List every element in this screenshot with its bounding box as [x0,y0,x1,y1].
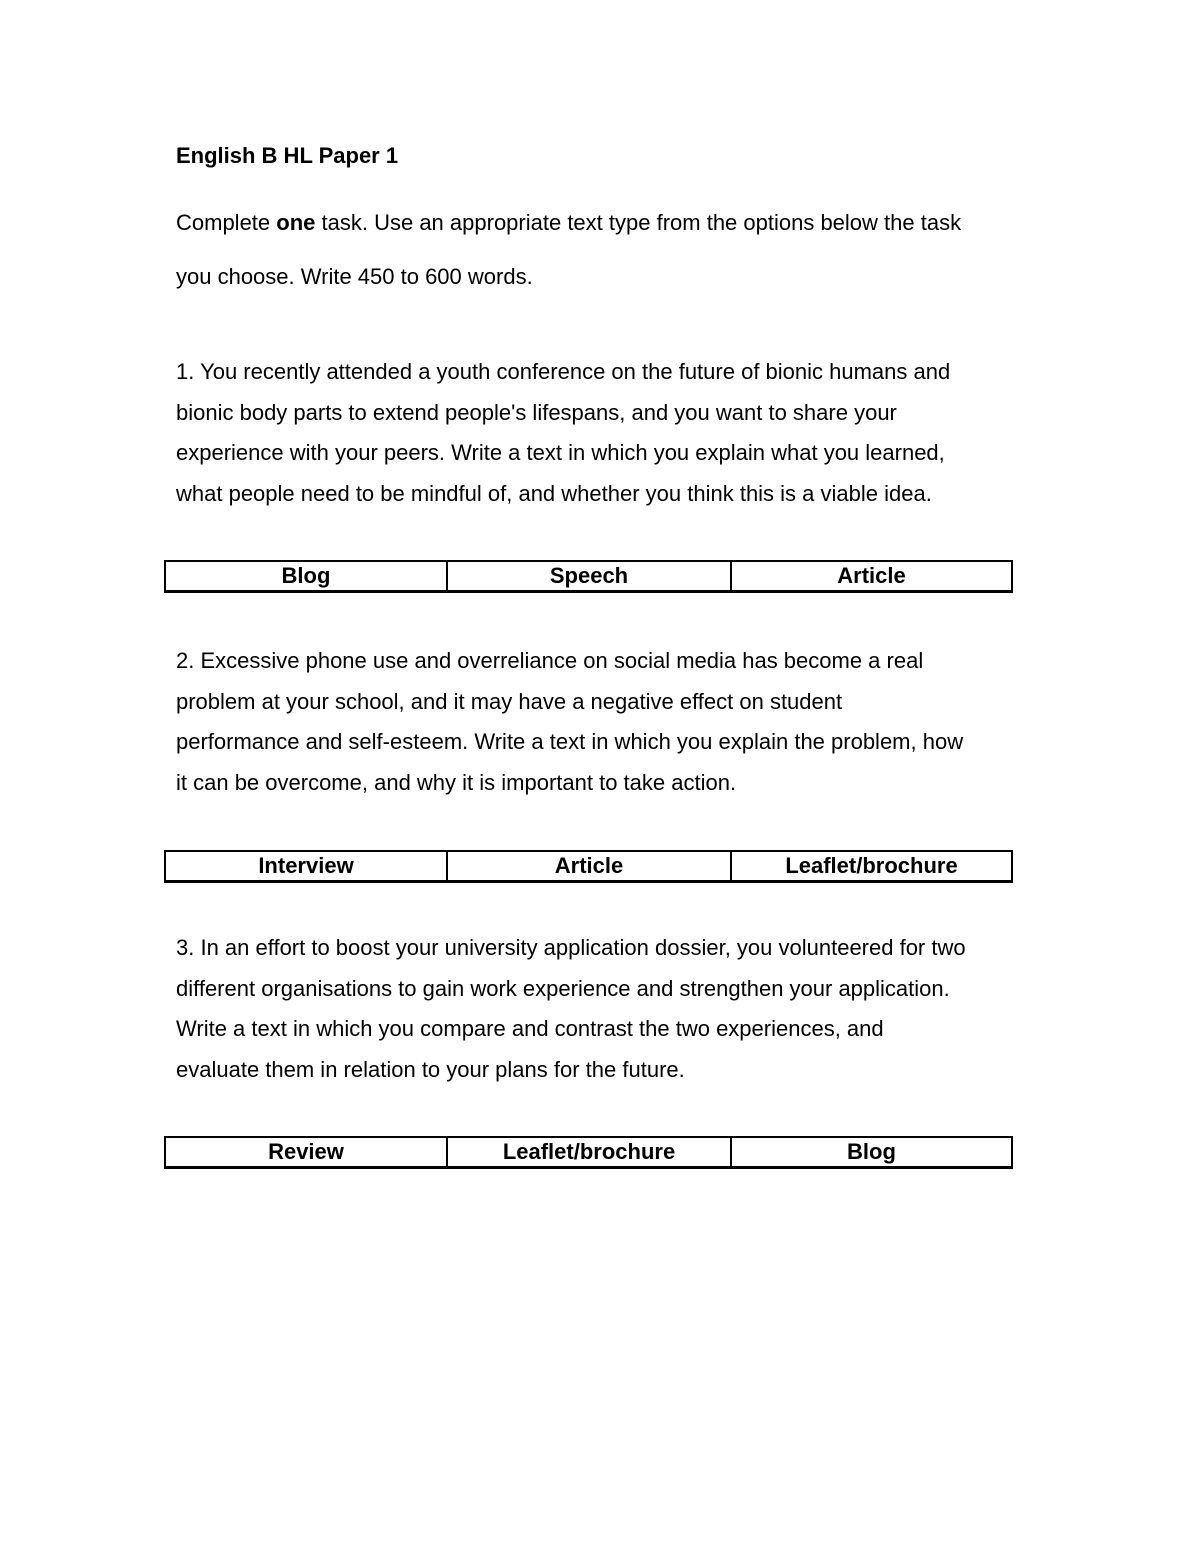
page-title: English B HL Paper 1 [176,143,399,168]
task-3-line: different organisations to gain work experience and strengthen your application. [176,975,950,1001]
task-1-line: bionic body parts to extend people's lifespans, and you want to share your [176,399,897,425]
instructions [176,196,1036,304]
task-3-line: Write a text in which you compare and contrast the two experiences, and [176,1016,884,1041]
task-3-option-leaflet-brochure: Leaflet/brochure [447,1137,731,1168]
task-3-option-review: Review [165,1137,447,1168]
instructions-line-1 [176,196,1036,250]
task-1-text-type-table [164,560,1013,593]
task-3-line: 3. In an effort to boost your university application dossier, you volunteered for two [176,935,966,960]
task-3-options-row [165,1137,1012,1168]
instructions-text-before: Complete [176,210,277,235]
task-3-prompt [176,928,1036,1090]
task-1-option-article: Article [731,561,1012,592]
task-3-line: evaluate them in relation to your plans for the future. [176,1056,685,1082]
task-2-line: 2. Excessive phone use and overreliance on social media has become a real [176,648,924,673]
instructions-text-after: task. Use an appropriate text type from the options below the task [315,210,962,235]
task-2-line: it can be overcome, and why it is important to take action. [176,769,737,795]
task-1-prompt [176,352,1036,514]
instructions-emphasis: one [276,210,316,235]
task-2-line: problem at your school, and it may have a negative effect on student [176,688,843,714]
task-1-line: 1. You recently attended a youth conference on the future of bionic humans and [176,359,951,384]
task-2-option-interview: Interview [165,851,447,882]
task-1-option-speech: Speech [447,561,731,592]
task-3-option-blog: Blog [731,1137,1012,1168]
task-1-line: what people need to be mindful of, and whether you think this is a viable idea. [176,480,932,506]
task-2-options-row [165,851,1012,882]
task-2-option-article: Article [447,851,731,882]
task-2-text-type-table [164,850,1013,883]
task-1-option-blog: Blog [165,561,447,592]
task-3-text-type-table [164,1136,1013,1169]
task-2-option-leaflet-brochure: Leaflet/brochure [731,851,1012,882]
task-2-line: performance and self-esteem. Write a text in which you explain the problem, how [176,729,964,754]
instructions-line-2: you choose. Write 450 to 600 words. [176,264,533,289]
task-2-prompt [176,641,1036,803]
task-1-line: experience with your peers. Write a text in which you explain what you learned, [176,440,945,465]
task-1-options-row [165,561,1012,592]
